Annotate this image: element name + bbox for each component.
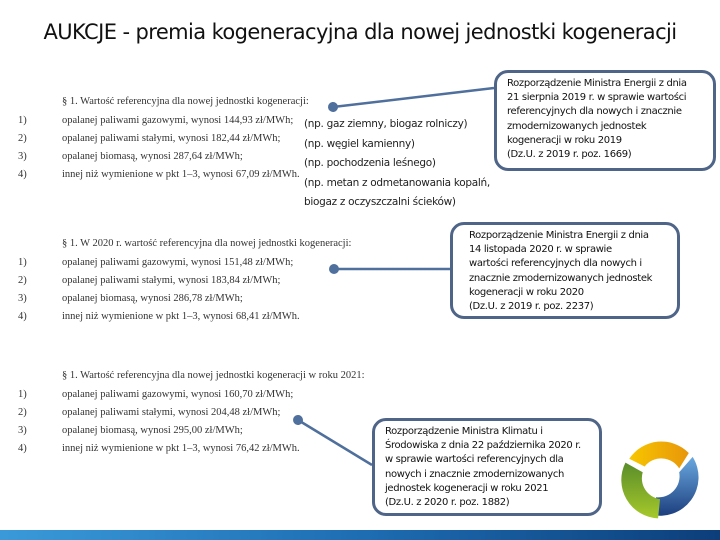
- callout-line: kogeneracji w roku 2020: [469, 286, 584, 298]
- item-number: 2): [18, 406, 27, 418]
- item-text: opalanej paliwami gazowymi, wynosi 160,70 zł/MWh;: [62, 388, 294, 400]
- callout-line: referencyjnych dla nowych i znacznie: [507, 106, 682, 118]
- item-text: innej niż wymienione w pkt 1–3, wynosi 76,42 zł/MWh.: [62, 442, 300, 454]
- item-number: 1): [18, 114, 27, 126]
- item-text: opalanej paliwami gazowymi, wynosi 144,93 zł/MWh;: [62, 114, 294, 126]
- cogeneration-logo-icon: [612, 430, 708, 526]
- item-text: opalanej paliwami stałymi, wynosi 182,44 zł/MWh;: [62, 132, 281, 144]
- callout-line: 14 listopada 2020 r. w sprawie: [469, 244, 612, 256]
- item-number: 3): [18, 292, 27, 304]
- item-number: 1): [18, 256, 27, 268]
- item-number: 4): [18, 442, 27, 454]
- callout-line: kogeneracji w roku 2019: [507, 134, 622, 146]
- arrow-2019: [333, 88, 494, 107]
- excerpt-heading: § 1. W 2020 r. wartość referencyjna dla nowej jednostki kogeneracji:: [62, 238, 352, 249]
- item-number: 4): [18, 310, 27, 322]
- callout-regulation-2019: [494, 70, 716, 171]
- callout-line: Rozporządzenie Ministra Energii z dnia: [507, 78, 687, 89]
- example-biomass: (np. pochodzenia leśnego): [304, 157, 436, 169]
- callout-line: zmodernizowanych jednostek: [507, 120, 647, 132]
- arrow-2021: [298, 420, 372, 465]
- item-text: opalanej paliwami gazowymi, wynosi 151,48 zł/MWh;: [62, 256, 294, 268]
- footer-bar: [0, 530, 720, 540]
- item-number: 3): [18, 424, 27, 436]
- callout-regulation-2021: [372, 418, 602, 516]
- example-other: (np. metan z odmetanowania kopalń,: [304, 176, 490, 189]
- callout-line: Środowiska z dnia 22 października 2020 r.: [385, 440, 581, 452]
- item-number: 1): [18, 388, 27, 400]
- callout-line: Rozporządzenie Ministra Energii z dnia: [469, 230, 649, 241]
- item-text: innej niż wymienione w pkt 1–3, wynosi 68,41 zł/MWh.: [62, 310, 300, 322]
- item-text: innej niż wymienione w pkt 1–3, wynosi 67,09 zł/MWh.: [62, 168, 300, 180]
- excerpt-heading: § 1. Wartość referencyjna dla nowej jednostki kogeneracji w roku 2021:: [62, 370, 365, 381]
- item-text: opalanej biomasą, wynosi 287,64 zł/MWh;: [62, 150, 243, 162]
- callout-line: jednostek kogeneracji w roku 2021: [385, 482, 549, 494]
- example-gas: (np. gaz ziemny, biogaz rolniczy): [304, 118, 468, 130]
- callout-line: Rozporządzenie Ministra Klimatu i: [385, 426, 543, 437]
- callout-line: znacznie zmodernizowanych jednostek: [469, 272, 653, 284]
- item-text: opalanej biomasą, wynosi 286,78 zł/MWh;: [62, 292, 243, 304]
- item-number: 2): [18, 132, 27, 144]
- callout-line: wartości referencyjnych dla nowych i: [469, 258, 642, 270]
- slide-title: AUKCJE - premia kogeneracyjna dla nowej jednostki kogeneracji: [43, 20, 677, 44]
- example-other-cont: biogaz z oczyszczalni ścieków): [304, 196, 456, 208]
- callout-line: (Dz.U. z 2019 r. poz. 1669): [507, 149, 632, 161]
- item-number: 4): [18, 168, 27, 180]
- item-text: opalanej biomasą, wynosi 295,00 zł/MWh;: [62, 424, 243, 436]
- callout-line: w sprawie wartości referencyjnych dla: [385, 454, 564, 466]
- item-number: 2): [18, 274, 27, 286]
- item-text: opalanej paliwami stałymi, wynosi 183,84 zł/MWh;: [62, 274, 281, 286]
- callout-line: 21 sierpnia 2019 r. w sprawie wartości: [507, 92, 687, 104]
- item-text: opalanej paliwami stałymi, wynosi 204,48 zł/MWh;: [62, 406, 281, 418]
- callout-line: (Dz.U. z 2019 r. poz. 2237): [469, 301, 594, 313]
- callout-line: (Dz.U. z 2020 r. poz. 1882): [385, 497, 510, 509]
- item-number: 3): [18, 150, 27, 162]
- example-solid: (np. węgiel kamienny): [304, 137, 415, 150]
- excerpt-heading: § 1. Wartość referencyjna dla nowej jednostki kogeneracji:: [62, 96, 309, 107]
- callout-regulation-2020: [450, 222, 680, 319]
- callout-line: nowych i znacznie zmodernizowanych: [385, 468, 564, 480]
